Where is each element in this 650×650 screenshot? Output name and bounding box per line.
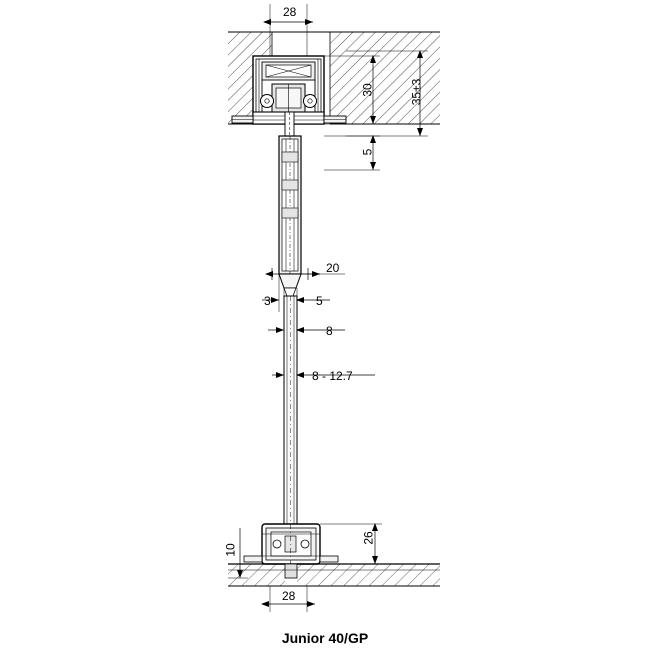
glass-panel [284,296,297,528]
floor-hatch [228,564,440,586]
dimension-label-gap-below-track: 5 [360,148,375,156]
dimension-label-bottom-width: 28 [282,589,296,603]
dimension-label-offset-left: 3 [264,294,271,308]
dimension-label-bottom-guide-height: 26 [361,531,376,545]
dimension-label-carrier-width: 20 [326,261,340,275]
figure-caption: Junior 40/GP [281,630,369,646]
dimension-label-glass-thickness: 8 - 12.7 [312,369,353,383]
dimension-label-track-height: 30 [360,83,375,97]
dimension-label-floor-offset: 10 [223,543,238,557]
dimension-label-glass-seat: 8 [326,324,333,338]
glass-clamp-profile [279,136,301,296]
dimension-label-track-total-height: 35±3 [409,78,424,106]
dimension-label-top-width: 28 [283,5,297,19]
dimension-label-offset-right: 5 [316,294,323,308]
